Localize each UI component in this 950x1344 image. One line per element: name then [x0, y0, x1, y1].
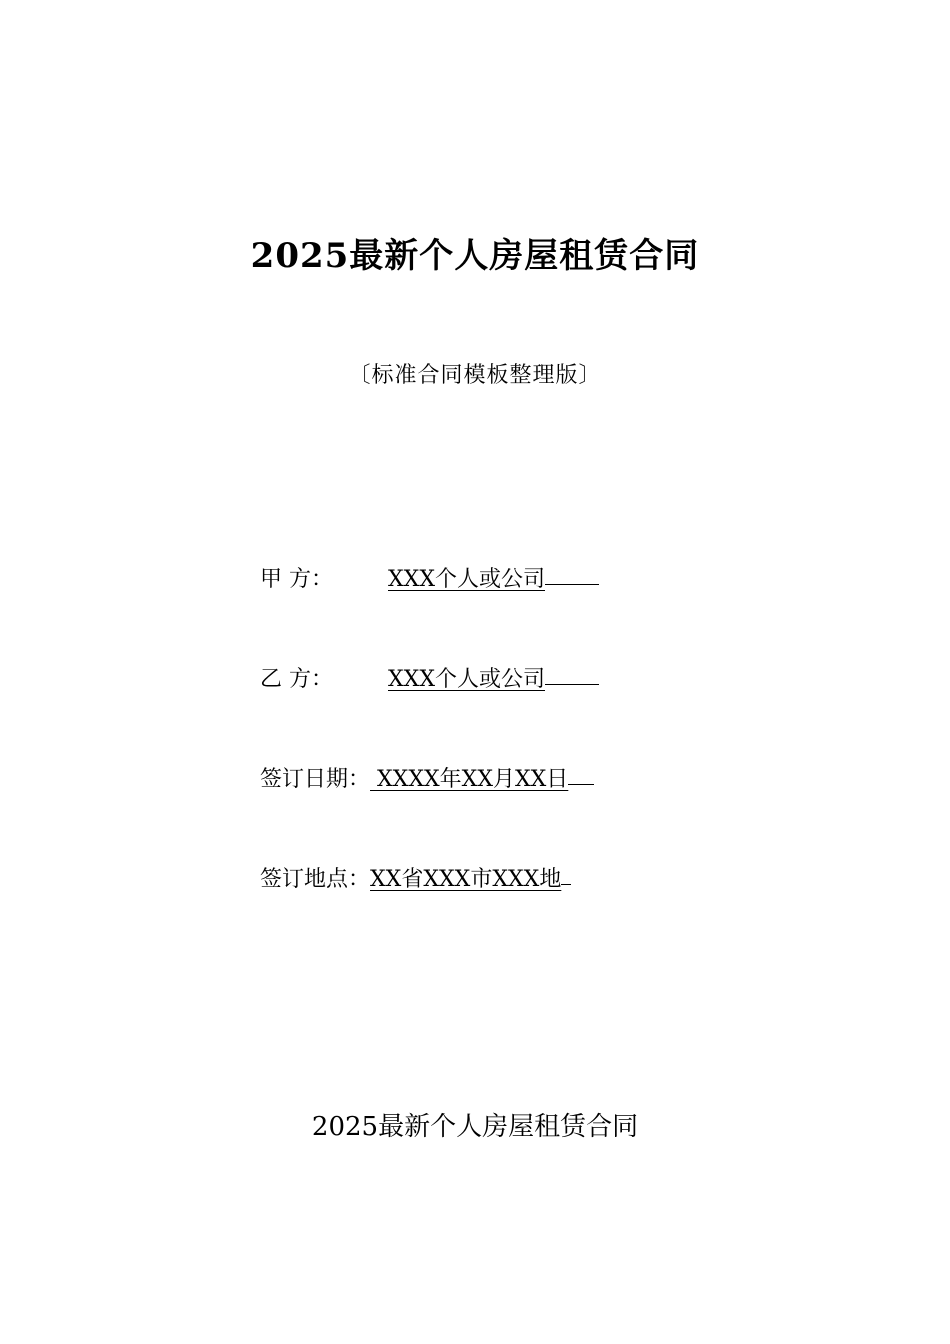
signing-date-label: 签订日期：: [260, 767, 371, 792]
party-a-field: [260, 562, 599, 593]
party-a-blank-line: [545, 562, 599, 585]
party-b-label-suffix: 方：: [289, 667, 334, 692]
party-a-label: [260, 562, 388, 593]
signing-place-blank-line: [561, 862, 571, 885]
signing-date-field: [260, 762, 594, 793]
signing-date-value: XXXX年XX月XX日: [370, 767, 569, 792]
signing-place-field: [260, 862, 571, 893]
party-b-value: XXX个人或公司: [388, 667, 545, 692]
document-subtitle: 〔标准合同模板整理版〕: [348, 363, 602, 388]
party-b-label: [260, 662, 388, 693]
party-a-label-suffix: 方：: [289, 567, 334, 592]
party-b-blank-line: [545, 662, 599, 685]
signing-place-label: 签订地点：: [260, 867, 371, 892]
document-title: 2025最新个人房屋租赁合同: [250, 236, 700, 276]
signing-date-blank-line: [568, 762, 594, 785]
footer-title: 2025最新个人房屋租赁合同: [311, 1112, 639, 1142]
party-b-field: [260, 662, 599, 693]
party-b-label-char: 乙: [260, 667, 283, 692]
signing-place-value: XX省XXX市XXX地: [370, 867, 562, 892]
party-a-value: XXX个人或公司: [388, 567, 545, 592]
party-a-label-char: 甲: [260, 567, 283, 592]
